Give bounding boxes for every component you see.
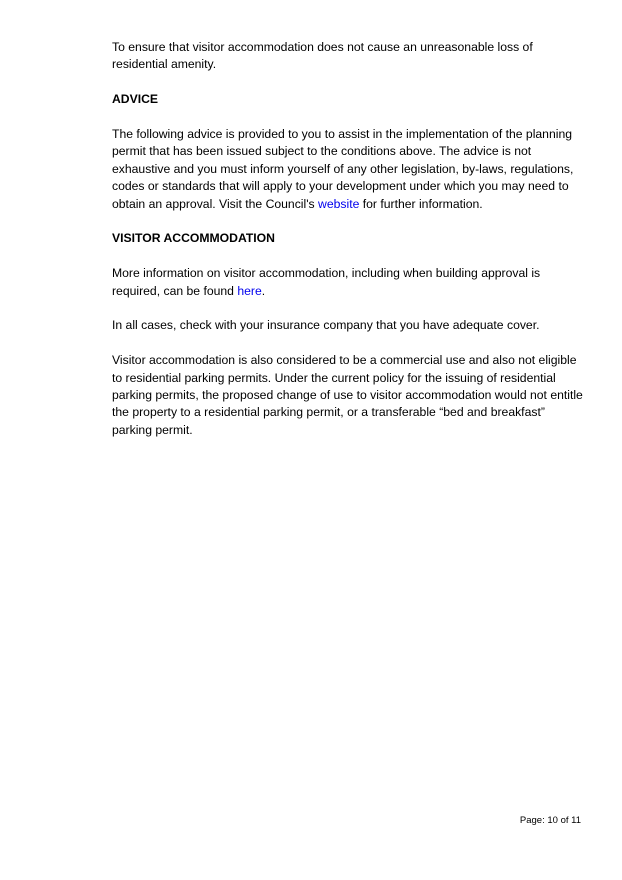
advice-heading: ADVICE xyxy=(112,92,159,107)
advice-text-start: The following advice is provided to you to assist in the implementation of the planning permit that has been issued subject to the conditions above. The advice is not exhaustive and you must inform yourself of any other legislation, by-laws, regulations, codes or standards that will apply to your development under which you may need to obtain an approval. Visit the Council's xyxy=(112,127,574,211)
visitor-accommodation-heading: VISITOR ACCOMMODATION xyxy=(112,231,275,246)
insurance-paragraph: In all cases, check with your insurance company that you have adequate cover. xyxy=(112,318,540,333)
advice-text-end: for further information. xyxy=(359,196,483,211)
visitor-info-paragraph xyxy=(112,265,584,300)
document-body xyxy=(112,39,584,457)
here-link[interactable]: here xyxy=(237,283,262,298)
website-link[interactable]: website xyxy=(318,196,360,211)
visitor-info-text-end: . xyxy=(261,283,266,298)
parking-paragraph: Visitor accommodation is also considered to be a commercial use and also not eligible to residential parking permits. Under the current policy for the issuing of residential parking permits, the proposed change of use to visitor accommodation would not entitle the property to a residential parking permit, or a transferable “bed and breakfast” parking permit. xyxy=(112,353,583,437)
page-number: Page: 10 of 11 xyxy=(519,815,581,826)
intro-paragraph: To ensure that visitor accommodation does not cause an unreasonable loss of residential amenity. xyxy=(112,40,533,72)
advice-paragraph xyxy=(112,126,584,213)
visitor-info-text-start: More information on visitor accommodation, including when building approval is required, can be found xyxy=(112,266,541,298)
